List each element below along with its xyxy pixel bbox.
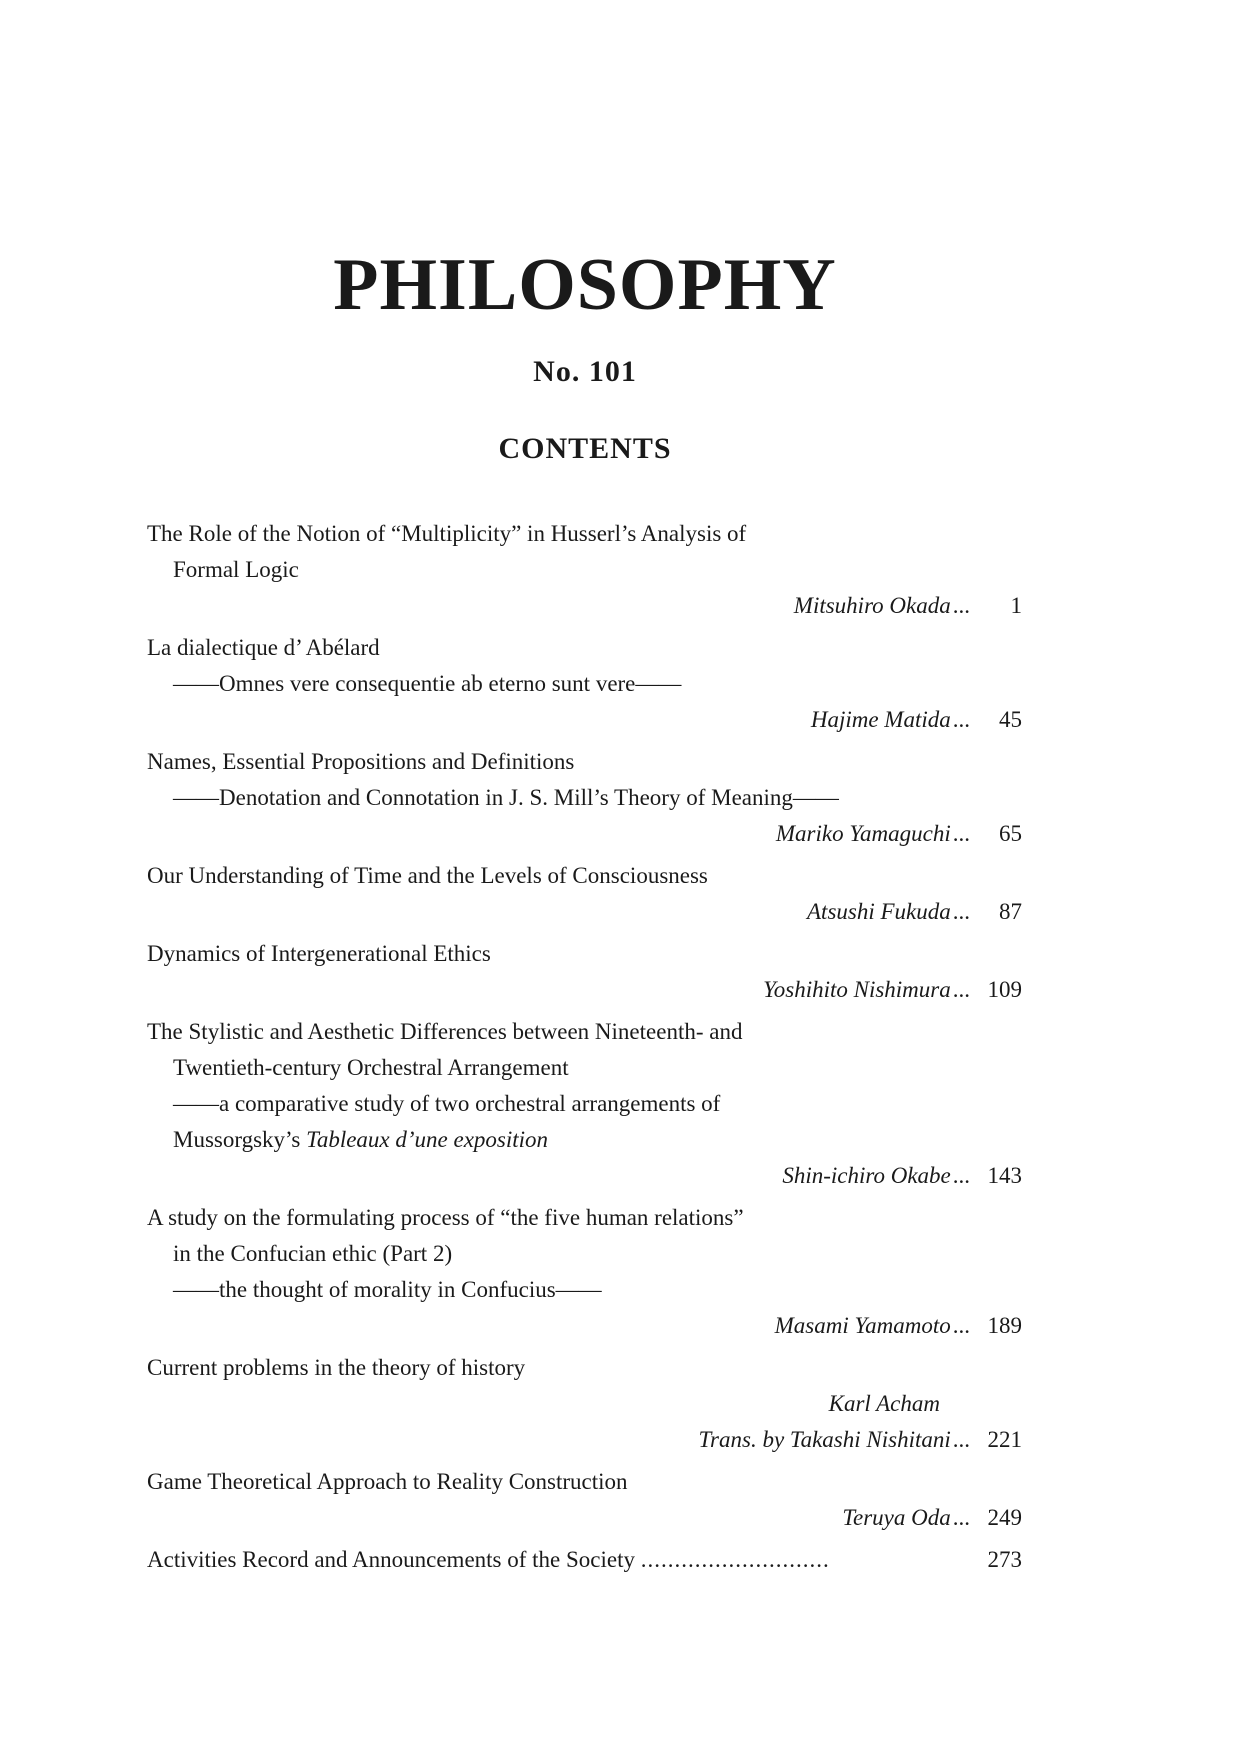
toc-entry[interactable] <box>147 1542 1022 1578</box>
toc-entry[interactable] <box>147 1350 1022 1458</box>
entry-page: 249 <box>987 1505 1022 1530</box>
entry-author: Yoshihito Nishimura <box>763 977 951 1002</box>
entry-title: Game Theoretical Approach to Reality Construction <box>147 1469 628 1494</box>
entry-title: The Stylistic and Aesthetic Differences between Nineteenth- and <box>147 1019 743 1044</box>
entry-title: Current problems in the theory of history <box>147 1355 526 1380</box>
author-dots: ... <box>952 1427 970 1452</box>
entry-subtitle: ——Denotation and Connotation in J. S. Mill’s Theory of Meaning—— <box>173 785 839 810</box>
entry-author-line <box>147 1422 1022 1458</box>
entry-translator: Trans. by Takashi Nishitani <box>698 1427 951 1452</box>
entry-page: 273 <box>987 1547 1022 1572</box>
entry-page: 109 <box>987 977 1022 1002</box>
entry-author: Hajime Matida <box>810 707 951 732</box>
entry-author-line <box>147 588 1022 624</box>
author-dots: ... <box>952 593 970 618</box>
entry-author-line <box>147 1158 1022 1194</box>
entry-subtitle: ——the thought of morality in Confucius—— <box>173 1277 602 1302</box>
entry-author: Teruya Oda <box>842 1505 951 1530</box>
table-of-contents <box>147 516 1022 1578</box>
entry-author-line <box>147 702 1022 738</box>
author-dots: ... <box>952 707 970 732</box>
entry-title: Names, Essential Propositions and Definitions <box>147 749 575 774</box>
entry-page: 143 <box>987 1163 1022 1188</box>
author-dots: ... <box>952 1505 970 1530</box>
entry-page: 1 <box>1010 593 1022 618</box>
author-dots: ... <box>952 821 970 846</box>
entry-title-line <box>147 1542 1022 1578</box>
entry-title: Our Understanding of Time and the Levels of Consciousness <box>147 863 708 888</box>
entry-original-author-line <box>147 1386 1022 1422</box>
entry-subtitle: ——Omnes vere consequentie ab eterno sunt vere—— <box>173 671 682 696</box>
entry-title: Activities Record and Announcements of the Society <box>147 1547 635 1572</box>
toc-entry[interactable] <box>147 858 1022 930</box>
entry-title: Formal Logic <box>173 557 299 582</box>
entry-subtitle <box>147 1122 1022 1158</box>
entry-author: Shin-ichiro Okabe <box>782 1163 951 1188</box>
toc-entry[interactable] <box>147 744 1022 852</box>
author-dots: ... <box>952 899 970 924</box>
entry-title: Dynamics of Intergenerational Ethics <box>147 941 491 966</box>
journal-title: PHILOSOPHY <box>333 244 837 326</box>
entry-author: Mariko Yamaguchi <box>775 821 951 846</box>
entry-author: Masami Yamamoto <box>774 1313 951 1338</box>
entry-author-line <box>147 1500 1022 1536</box>
entry-title: The Role of the Notion of “Multiplicity” in Husserl’s Analysis of <box>147 521 747 546</box>
entry-author: Atsushi Fukuda <box>807 899 951 924</box>
entry-page: 221 <box>987 1427 1022 1452</box>
entry-author: Mitsuhiro Okada <box>793 593 951 618</box>
entry-subtitle-prefix: Mussorgsky’s <box>173 1127 307 1152</box>
dot-leader: ............................ <box>640 1547 830 1572</box>
toc-entry[interactable] <box>147 516 1022 624</box>
entry-author-line <box>147 972 1022 1008</box>
entry-title: in the Confucian ethic (Part 2) <box>173 1241 453 1266</box>
entry-page: 87 <box>999 899 1022 924</box>
toc-entry[interactable] <box>147 1200 1022 1344</box>
toc-entry[interactable] <box>147 630 1022 738</box>
author-dots: ... <box>952 1313 970 1338</box>
issue-number: No. 101 <box>533 355 637 388</box>
entry-title: La dialectique d’ Abélard <box>147 635 380 660</box>
entry-original-author: Karl Acham <box>828 1391 940 1416</box>
entry-subtitle: ——a comparative study of two orchestral arrangements of <box>173 1091 721 1116</box>
author-dots: ... <box>952 1163 970 1188</box>
entry-title: A study on the formulating process of “the five human relations” <box>147 1205 744 1230</box>
toc-entry[interactable] <box>147 936 1022 1008</box>
entry-title: Twentieth-century Orchestral Arrangement <box>173 1055 569 1080</box>
entry-page: 65 <box>999 821 1022 846</box>
entry-author-line <box>147 894 1022 930</box>
entry-author-line <box>147 1308 1022 1344</box>
toc-entry[interactable] <box>147 1014 1022 1194</box>
entry-page: 189 <box>987 1313 1022 1338</box>
entry-subtitle-work: Tableaux d’une exposition <box>306 1127 549 1152</box>
entry-page: 45 <box>999 707 1022 732</box>
entry-author-line <box>147 816 1022 852</box>
toc-entry[interactable] <box>147 1464 1022 1536</box>
contents-heading: CONTENTS <box>498 432 672 465</box>
author-dots: ... <box>952 977 970 1002</box>
